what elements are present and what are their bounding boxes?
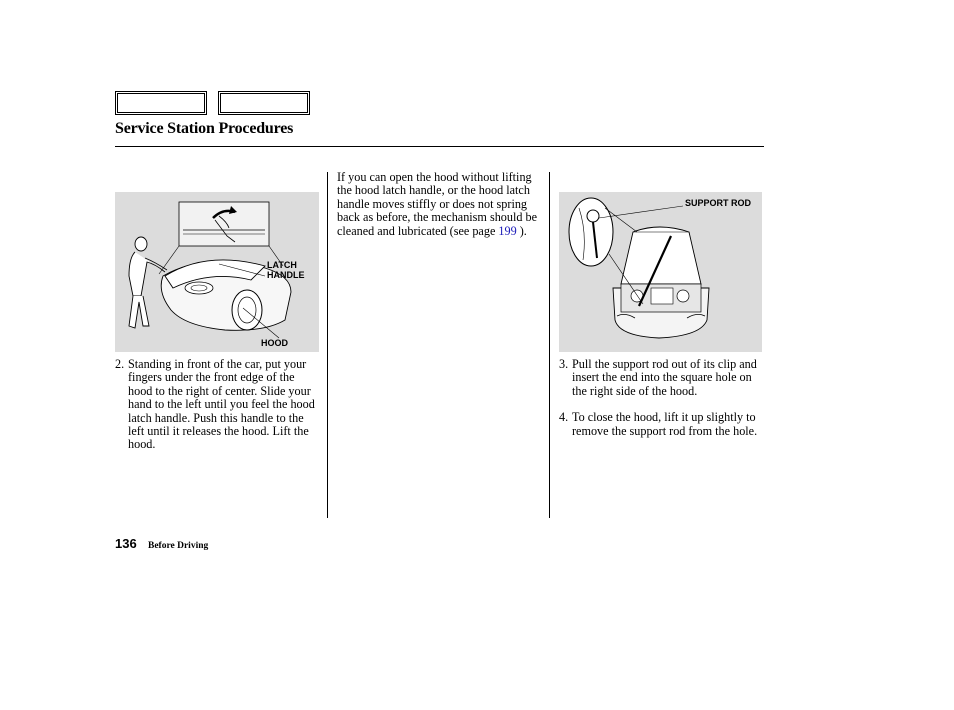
step-3-number: 3.: [559, 357, 569, 371]
callout-support-rod: SUPPORT ROD: [685, 198, 752, 208]
nav-button-previous[interactable]: [115, 91, 207, 115]
support-rod-illustration: [559, 192, 762, 352]
step-4: [559, 411, 764, 438]
callout-latch-line2: HANDLE: [267, 270, 305, 280]
support-rod-drawing: [559, 192, 762, 352]
column-right-text: [559, 358, 764, 438]
step-2-text: Standing in front of the car, put your fingers under the front edge of the hood to the right of center. Slide your hand to the left until you feel the hood latch handle. Push this handle to the left until it releases the hood. Lift the hood.: [128, 357, 315, 452]
column-left-text: [115, 358, 319, 452]
callout-latch-handle: [267, 260, 305, 280]
section-name: Before Driving: [148, 541, 209, 551]
note-text-after-link: ).: [516, 223, 527, 238]
page-number: 136: [115, 536, 137, 551]
step-2: [115, 358, 319, 452]
step-3-text: Pull the support rod out of its clip and insert the end into the square hole on the right side of the hood.: [572, 357, 757, 398]
step-4-number: 4.: [559, 410, 569, 425]
hood-latch-illustration: [115, 192, 319, 352]
callout-hood: HOOD: [261, 338, 288, 348]
step-2-number: 2.: [115, 357, 125, 371]
callout-latch-line1: LATCH: [267, 260, 297, 270]
page-title: Service Station Procedures: [115, 120, 294, 137]
page-199-link[interactable]: 199: [498, 223, 517, 238]
column-divider-right: [549, 172, 550, 518]
step-4-text: To close the hood, lift it up slightly to remove the support rod from the hole.: [572, 410, 758, 438]
column-middle-note: [337, 171, 537, 238]
nav-button-next[interactable]: [218, 91, 310, 115]
title-divider: [115, 146, 764, 147]
note-text-before-link: If you can open the hood without lifting the hood latch handle, or the hood latch handle moves stiffly or does not spring back as before, the mechanism should be cleaned and lubricated (see page: [337, 170, 538, 238]
column-divider-left: [327, 172, 328, 518]
step-3: [559, 358, 764, 398]
